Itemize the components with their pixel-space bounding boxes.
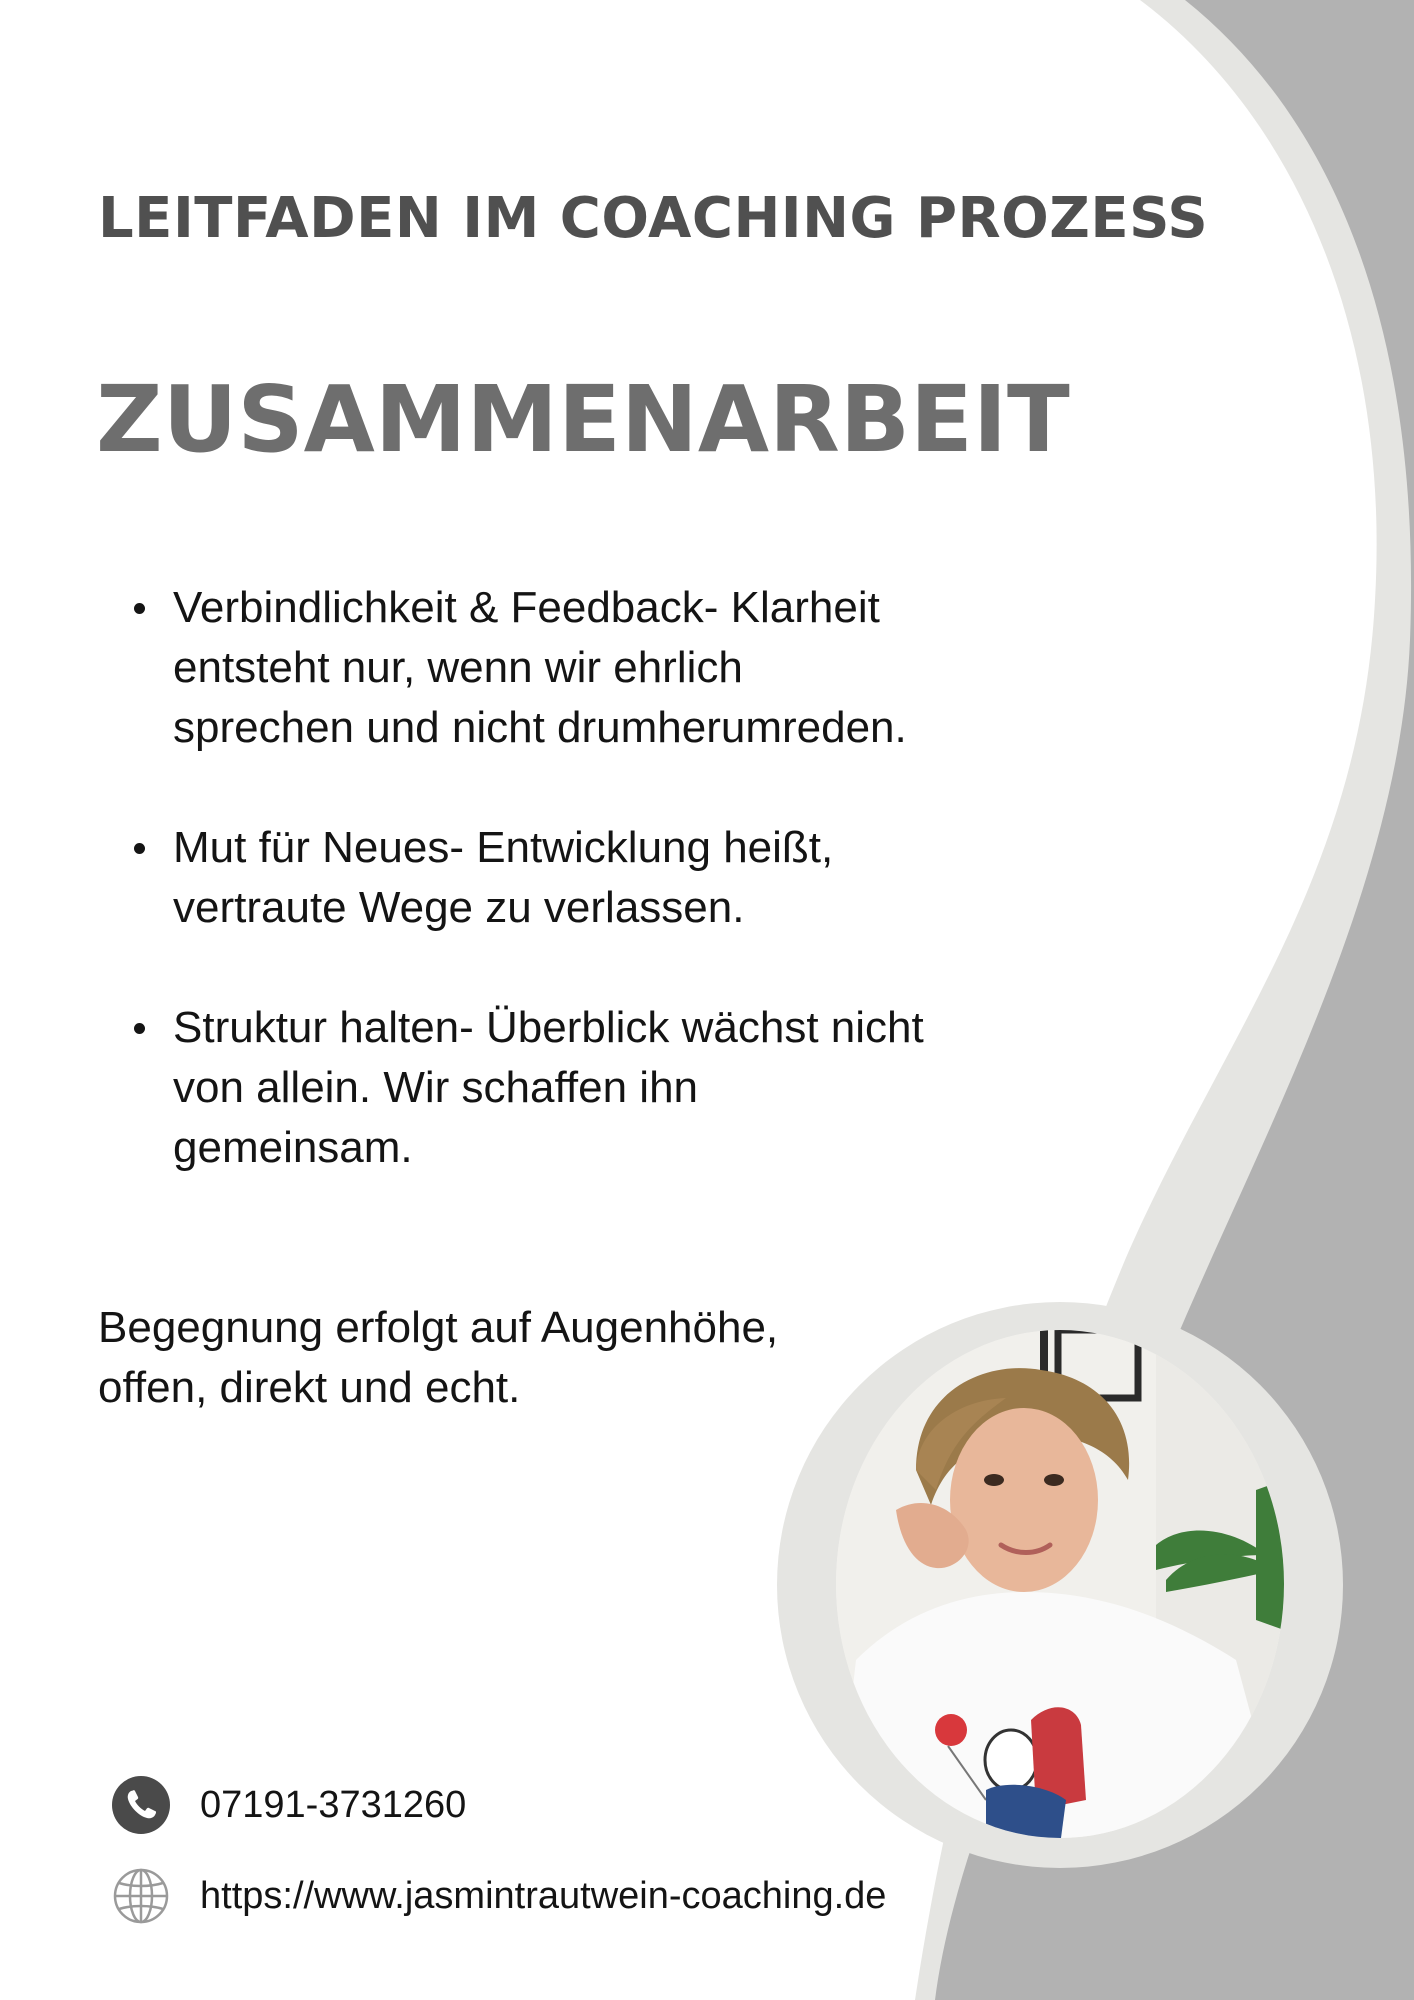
closing-line: offen, direkt und echt. [98,1363,521,1412]
contact-phone[interactable] [112,1776,466,1834]
closing-line: Begegnung erfolgt auf Augenhöhe, [98,1303,779,1352]
list-item [128,818,1008,938]
phone-icon [112,1776,170,1834]
portrait-photo [836,1330,1284,1838]
phone-number[interactable]: 07191-3731260 [200,1783,467,1826]
closing-statement [98,1298,878,1418]
list-item-line: Mut für Neues- Entwicklung heißt, [173,823,834,872]
list-item [128,998,1008,1178]
bullet-dot [134,1023,145,1034]
list-item-line: Struktur halten- Überblick wächst nicht [173,1003,924,1052]
list-item [128,578,1008,758]
list-item-line: gemeinsam. [173,1123,413,1172]
page-subtitle: LEITFADEN IM COACHING PROZESS [98,186,1209,251]
portrait-illustration [836,1330,1284,1838]
list-item-line: vertraute Wege zu verlassen. [173,883,745,932]
website-link[interactable]: https://www.jasmintrautwein-coaching.de [200,1874,887,1917]
globe-icon [112,1867,170,1925]
bullet-dot [134,603,145,614]
page-title: ZUSAMMENARBEIT [96,366,1070,473]
list-item-line: von allein. Wir schaffen ihn [173,1063,699,1112]
bullet-dot [134,843,145,854]
list-item-line: entsteht nur, wenn wir ehrlich [173,643,743,692]
list-item-line: sprechen und nicht drumherumreden. [173,703,907,752]
list-item-line: Verbindlichkeit & Feedback- Klarheit [173,583,880,632]
contact-website[interactable] [112,1867,886,1925]
guideline-list [128,578,1008,1238]
